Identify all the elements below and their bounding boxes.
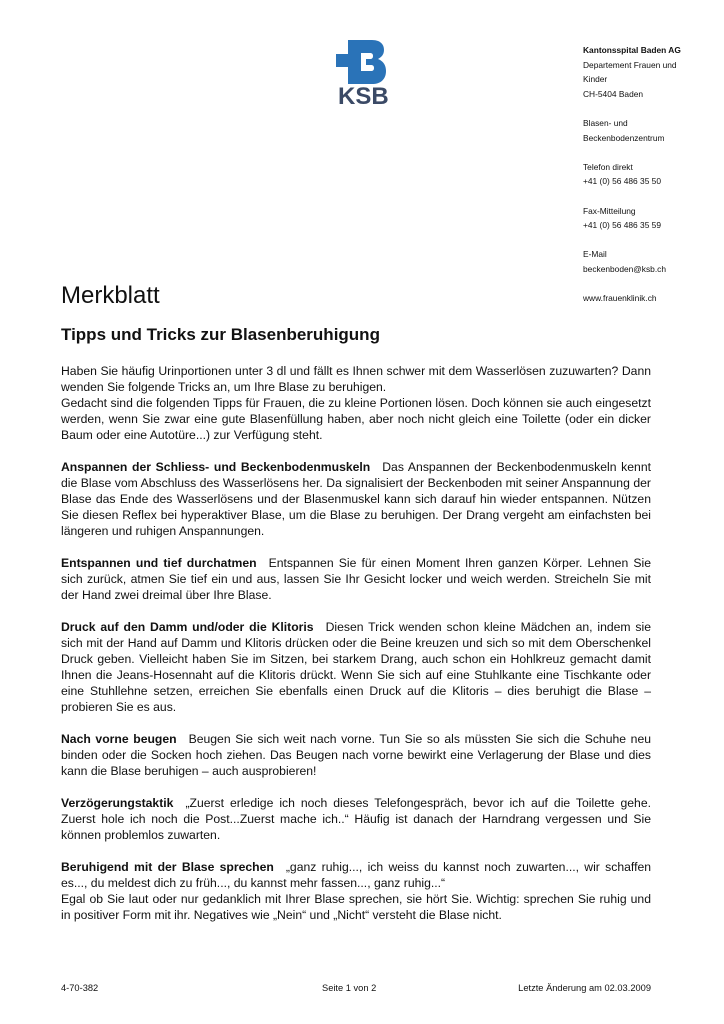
last-change-date: Letzte Änderung am 02.03.2009	[518, 983, 651, 993]
tip-paragraph	[61, 555, 651, 603]
tip-paragraph	[61, 619, 651, 715]
tip-text: „Zuerst erledige ich noch dieses Telefongespräch, bevor ich auf die Toilette gehe. Zuerst hole ich noch die Post...Zuerst mache ich..“ Häufig ist danach der Harndrang vergessen und Sie können problemlos zuwarten.	[61, 796, 651, 842]
tip-paragraph	[61, 859, 651, 891]
intro-paragraph-2: Gedacht sind die folgenden Tipps für Frauen, die zu kleine Portionen lösen. Doch können sie auch eingesetzt werden, wenn Sie zwar eine gute Blasenfüllung haben, aber noch nicht gleich eine Toilette (oder ein dicker Baum oder eine Autotüre...) zur Verfügung steht.	[61, 396, 651, 442]
page-subtitle: Tipps und Tricks zur Blasenberuhigung	[61, 325, 380, 344]
department-line-1: Departement Frauen und	[583, 59, 677, 70]
tip-text: Das Anspannen der Beckenbodenmuskeln kennt die Blase vom Abschluss des Wasserlösens her. Da signalisiert der Beckenboden mit seiner Anspannung der Blase das Ende des Wasserlösens und der Blasenmuskel kann sich darauf hin wieder entspannen. Nützen Sie diesen Reflex bei hyperaktiver Blase, um die Blase zu beruhigen. Der Drang vergeht am einfachsten bei längeren und ruhigen Anspannungen.	[61, 460, 651, 538]
ksb-cross-icon	[336, 40, 388, 84]
page-footer	[61, 981, 651, 995]
center-line-2: Beckenbodenzentrum	[583, 132, 665, 143]
department-line-2: Kinder	[583, 74, 608, 85]
tip-text: Beugen Sie sich weit nach vorne. Tun Sie so als müssten Sie sich die Schuhe neu binden oder die Socken hoch ziehen. Das Beugen nach vorne bewirkt eine Verlagerung der Blase und dies kann die Blase beruhigen – auch ausprobieren!	[61, 732, 651, 778]
tip-paragraph	[61, 731, 651, 779]
tip-text: Diesen Trick wenden schon kleine Mädchen an, indem sie sich mit der Hand auf Damm und Klitoris drücken oder die Beine kreuzen und sich so mit dem Oberschenkel Druck geben. Vielleicht haben Sie im Sitzen, bei starkem Drang, auch schon ein Hohlkreuz gemacht damit Ihnen die Jeans-Hosennaht auf die Klitoris drückt. Wenn Sie sich auf eine Stuhlkante eine Tischkante oder eine Stuhllehne setzen, erreichen Sie ebenfalls einen Druck auf die Klitoris – dies beruhigt die Blase – probieren Sie es aus.	[61, 620, 651, 714]
tip-paragraph	[61, 459, 651, 539]
tip-heading: Nach vorne beugen	[61, 732, 177, 746]
contact-sidebar	[583, 43, 718, 306]
page-number: Seite 1 von 2	[322, 983, 377, 993]
tip-heading: Druck auf den Damm und/oder die Klitoris	[61, 620, 314, 634]
phone-number: +41 (0) 56 486 35 50	[583, 176, 661, 187]
document-number: 4-70-382	[61, 983, 99, 993]
email-label: E-Mail	[583, 249, 607, 260]
tip-heading: Verzögerungstaktik	[61, 796, 174, 810]
tip-extra-paragraph: Egal ob Sie laut oder nur gedanklich mit Ihrer Blase sprechen, sie hört Sie. Wichtig: sprechen Sie ruhig und in positiver Form mit ihr. Negatives wie „Nein“ und „Nicht“ versteht die Blase nicht.	[61, 892, 651, 922]
logo-wordmark: KSB	[338, 83, 389, 110]
fax-label: Fax-Mitteilung	[583, 205, 636, 216]
page-title: Merkblatt	[61, 282, 160, 309]
phone-label: Telefon direkt	[583, 161, 633, 172]
tip-heading: Beruhigend mit der Blase sprechen	[61, 860, 274, 874]
tip-paragraph	[61, 795, 651, 843]
tip-text: „ganz ruhig..., ich weiss du kannst noch zuwarten..., wir schaffen es..., du meldest dich zu früh..., du kannst mehr fassen..., ganz ruhig...“	[61, 860, 652, 890]
tip-heading: Entspannen und tief durchatmen	[61, 556, 257, 570]
website-link[interactable]: www.frauenklinik.ch	[583, 293, 657, 304]
intro-paragraph-1: Haben Sie häufig Urinportionen unter 3 dl und fällt es Ihnen schwer mit dem Wasserlösen zuzuwarten? Dann wenden Sie folgende Tricks an, um Ihre Blase zu beruhigen.	[61, 364, 651, 394]
center-line-1: Blasen- und	[583, 117, 628, 128]
tip-heading: Anspannen der Schliess- und Beckenbodenmuskeln	[61, 460, 371, 474]
organization-name: Kantonsspital Baden AG	[583, 45, 681, 55]
address: CH-5404 Baden	[583, 88, 644, 99]
fax-number: +41 (0) 56 486 35 59	[583, 220, 661, 231]
document-body	[61, 363, 651, 939]
email-address[interactable]: beckenboden@ksb.ch	[583, 263, 667, 274]
tip-text: Entspannen Sie für einen Moment Ihren ganzen Körper. Lehnen Sie sich zurück, atmen Sie tief ein und aus, lassen Sie Ihr Gesicht locker und weich werden. Streicheln Sie mit der Hand zwei dreimal über Ihre Blase.	[61, 556, 651, 602]
